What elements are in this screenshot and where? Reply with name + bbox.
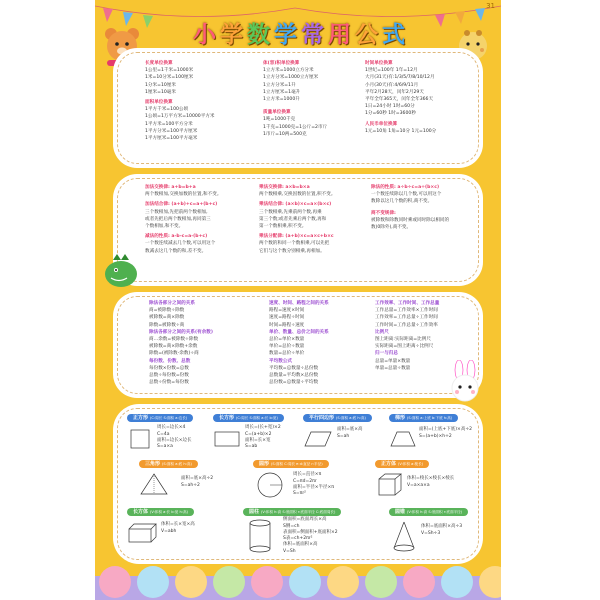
formula-line: 小月(30天)有:4/6/9/11月 — [365, 82, 419, 88]
formula-line: 一个数连续减去几个数,可以用这个 — [145, 241, 216, 247]
parallelogram-card — [303, 414, 385, 440]
formula-line: S=a×a — [157, 444, 173, 450]
formula-line: 1公里=1千米=1000米 — [145, 68, 194, 74]
parts-heading: 除法各部分之间的关系 — [149, 301, 195, 306]
scale-heading: 比例尺 — [375, 329, 389, 335]
formula-line: 面积=(上底+下底)×高÷2 — [419, 427, 472, 433]
average-heading: 平均数公式 — [269, 358, 292, 364]
parallelogram-tag: 平行四边形 (S:面积 a:底 h:高) — [303, 414, 372, 422]
formula-line: 面积=底×高÷2 — [181, 476, 214, 482]
cuboid-tag: 长方体 (V:体积 a:长 b:宽 h:高) — [127, 508, 194, 516]
formula-line: 1立方米=1000升 — [263, 97, 300, 103]
trapezoid-shape-icon — [389, 430, 417, 448]
formula-line: S=ah÷2 — [181, 482, 200, 488]
formula-line: 第一个数相乘,积不变。 — [259, 224, 307, 230]
rabbit-mascot-icon — [443, 360, 487, 406]
formula-line: 总量=单量×数量 — [375, 358, 411, 364]
formula-line: 周长=边长×4 — [157, 425, 186, 431]
formula-line: 1平方千米=100公顷 — [145, 107, 189, 113]
page-number: 31 — [486, 2, 495, 10]
relations-col-mid — [269, 300, 373, 386]
laws-panel — [113, 174, 483, 286]
formula-line: 单量=总量÷数量 — [375, 365, 411, 371]
formula-line: 1立方厘米=1毫升 — [263, 89, 301, 95]
wave-decoration — [95, 560, 501, 600]
units-col-mid — [263, 60, 363, 138]
formula-line: 数减去这几个数的和,差不变。 — [145, 248, 207, 254]
formula-line: 被除数=商×除数+余数 — [149, 344, 198, 350]
laws-col-mid — [259, 184, 367, 255]
volume-heading: 体(容)积单位换算 — [263, 61, 300, 66]
time-heading: 时间单位换算 — [365, 61, 393, 66]
circle-card — [253, 460, 365, 497]
price-heading: 单价、数量、总价之间的关系 — [269, 329, 329, 335]
page-title — [165, 16, 435, 49]
formula-line: 平年全年365天，闰年全年366天 — [365, 97, 434, 103]
formula-line: V=Sh — [283, 548, 296, 554]
parallelogram-shape-icon — [303, 430, 333, 448]
title-char: 小 — [193, 22, 218, 48]
relations-panel — [113, 292, 483, 398]
length-heading: 长度单位换算 — [145, 61, 173, 66]
trapezoid-tag: 梯形 (S:面积 a:上底 b:下底 h:高) — [389, 414, 458, 422]
square-shape-icon — [129, 428, 151, 450]
formula-line: S表=ch+2πr² — [283, 536, 313, 542]
formula-line: 或者先把后两个数相加,再同第三 — [145, 216, 211, 222]
formula-line: 面积=半径×半径×π — [293, 484, 335, 490]
formula-line: 面积=长×宽 — [245, 437, 271, 443]
mul-comm-heading: 乘法交换律: a×b=b×a — [259, 185, 310, 190]
formula-line: 工作总量=工作效率×工作时间 — [375, 308, 438, 314]
formula-line: 1平方厘米=100平方毫米 — [145, 136, 198, 142]
formula-line: 周长=(长+宽)×2 — [245, 425, 281, 431]
formula-line: 表面积=侧面积+底面积×2 — [283, 529, 338, 535]
formula-line: 1厘米=10毫米 — [145, 89, 176, 95]
formula-line: 工作时间=工作总量÷工作效率 — [375, 322, 438, 328]
formula-line: 数除以这几个数的积,商不变。 — [371, 199, 433, 205]
relations-col-left — [149, 300, 253, 386]
rectangle-shape-icon — [213, 430, 241, 448]
poster — [95, 0, 501, 600]
circle-shape-icon — [255, 470, 285, 500]
mul-assoc-heading: 乘法结合律: (a×b)×c=a×(b×c) — [259, 202, 332, 208]
add-comm-heading: 加法交换律: a+b=b+a — [145, 185, 196, 190]
formula-line: 体积=棱长×棱长×棱长 — [407, 476, 455, 482]
cone-card — [389, 508, 477, 537]
formula-line: 1立方分米=1升 — [263, 82, 296, 88]
formula-line: 路程=速度×时间 — [269, 308, 305, 314]
formula-line: V=a×a×a — [407, 482, 430, 488]
formula-line: 总数÷份数=每份数 — [149, 380, 189, 386]
speed-heading: 速度、时间、路程之间的关系 — [269, 301, 329, 306]
formula-line: 单价=总价÷数量 — [269, 344, 305, 350]
formula-line: 面积=底×高 — [337, 427, 363, 433]
formula-line: 每份数×份数=总数 — [149, 365, 189, 371]
formula-line: 平均数=总数量÷总份数 — [269, 365, 319, 371]
formula-line: 体积=长×宽×高 — [161, 522, 195, 528]
cube-tag: 正方体 (V:体积 a:棱长) — [375, 460, 429, 468]
rectangle-card — [213, 414, 299, 450]
cone-tag: 圆锥 (V:体积 h:高 S:底面积 r:底面半径) — [389, 508, 468, 516]
formula-line: 两个数相乘,交换因数的位置,积不变。 — [259, 192, 336, 198]
trapezoid-card — [389, 414, 475, 440]
cuboid-card — [127, 508, 237, 535]
formula-line: 被除数和除数同时乘或同时除以相同的 — [371, 217, 450, 223]
units-col-right — [365, 60, 475, 135]
formula-line: 平年2月28天，闰年2月29天 — [365, 89, 424, 95]
formula-line: 1立方米=1000立方分米 — [263, 68, 314, 74]
formula-line: 第三个数;或者先乘后两个数,再和 — [259, 216, 327, 222]
formula-line: 1市斤=10两=500克 — [263, 131, 307, 137]
cube-card — [375, 460, 475, 489]
formula-line: 1分米=10厘米 — [145, 82, 176, 88]
formula-line: 工作效率=工作总量÷工作时间 — [375, 315, 438, 321]
cylinder-shape-icon — [247, 518, 273, 554]
formula-line: 1平方米=100平方分米 — [145, 121, 193, 127]
formula-line: 速度=路程÷时间 — [269, 315, 305, 321]
formula-line: 周长=直径×π — [293, 472, 322, 478]
area-heading: 面积单位换算 — [145, 100, 173, 106]
formula-line: C=(a+b)×2 — [245, 431, 272, 437]
formula-line: 大月(31天)有:1/3/5/7/8/10/12月 — [365, 75, 435, 81]
formula-line: 1公顷=1万平方米=10000平方米 — [145, 114, 215, 120]
triangle-card — [139, 460, 249, 489]
formula-line: V=Sh÷3 — [421, 530, 441, 536]
sub-prop-heading: 减法的性质: a-b-c=a-(b+c) — [145, 234, 208, 240]
work-heading: 工作效率、工作时间、工作总量 — [375, 301, 440, 306]
circle-tag: 圆形 (S:面积 C:周长 π d:直径 r:半径) — [253, 460, 329, 468]
formula-line: 侧面积=底面周长×高 — [283, 517, 327, 523]
rectangle-tag: 长方形 (C:周长 S:面积 a:长 b:宽) — [213, 414, 284, 422]
formula-line: 三个数相乘,先乘前两个数,再乘 — [259, 209, 322, 215]
units-col-left — [145, 60, 250, 142]
formula-line: 时间=路程÷速度 — [269, 322, 305, 328]
formula-line: 体积=底面积×高 — [283, 542, 318, 548]
formula-line: 它们与这个数分别相乘,再相加。 — [259, 248, 325, 254]
formula-line: 体积=底面积×高÷3 — [421, 524, 463, 530]
formula-line: C=πd=2πr — [293, 478, 317, 484]
laws-col-right — [371, 184, 479, 231]
formula-line: 数(0除外),商不变。 — [371, 225, 412, 231]
formula-line: 数量=总价÷单价 — [269, 351, 305, 357]
units-panel — [113, 48, 483, 168]
square-card — [127, 414, 207, 450]
title-char: 学 — [274, 22, 299, 48]
unit-price-heading: 归一与归总 — [375, 351, 398, 357]
formula-line: C=4a — [157, 431, 170, 437]
formula-line: 三个数相加,先把前两个数相加, — [145, 209, 208, 215]
title-char: 学 — [220, 22, 245, 48]
triangle-shape-icon — [139, 472, 169, 496]
formula-line: 两个数的和同一个数相乘,可以先把 — [259, 241, 330, 247]
formula-line: 1立方分米=1000立方厘米 — [263, 75, 319, 81]
formula-line: V=abh — [161, 528, 177, 534]
formula-line: 1千克=1000克=1公斤=2市斤 — [263, 124, 328, 130]
formula-line: S=(a+b)×h÷2 — [419, 433, 452, 439]
cylinder-tag: 圆柱 (V:体积 h:高 S:底面积 r:底面半径 C:底面周长) — [243, 508, 341, 516]
formula-line: 面积=边长×边长 — [157, 437, 192, 443]
formula-line: 被除数=商×除数 — [149, 315, 185, 321]
formula-line: 总份数=总数量÷平均数 — [269, 380, 319, 386]
formula-line: 1平方分米=100平方厘米 — [145, 128, 198, 134]
mass-heading: 质量单位换算 — [263, 110, 291, 116]
money-heading: 人民币单位换算 — [365, 121, 398, 127]
parts-rem-heading: 除法各部分之间的关系(有余数) — [149, 329, 213, 335]
formula-line: 个数相加,和不变。 — [145, 224, 184, 230]
formula-line: 实际距离=图上距离÷比例尺 — [375, 344, 434, 350]
formula-line: 总价=单价×数量 — [269, 337, 305, 343]
add-assoc-heading: 加法结合律: (a+b)+c=a+(b+c) — [145, 202, 218, 208]
formula-line: S侧=ch — [283, 523, 300, 529]
title-char: 用 — [328, 22, 353, 48]
square-tag: 正方形 (C:周长 S:面积 a:边长) — [127, 414, 193, 422]
div-prop-heading: 除法的性质: a÷b÷c=a÷(b×c) — [371, 185, 440, 190]
cube-shape-icon — [377, 472, 403, 498]
formula-line: 总数÷每份数=份数 — [149, 373, 189, 379]
formula-line: S=ah — [337, 433, 350, 439]
title-char: 式 — [382, 22, 407, 48]
triangle-tag: 三角形 (S:面积 a:底 h:高) — [139, 460, 198, 468]
cone-shape-icon — [391, 520, 417, 554]
dinosaur-mascot-icon — [99, 250, 141, 290]
formula-line: S=πr² — [293, 491, 306, 497]
formula-line: 1米=10分米=100厘米 — [145, 75, 194, 81]
formula-line: 总数量=平均数×总份数 — [269, 373, 319, 379]
quot-rule-heading: 商不变规律: — [371, 210, 396, 216]
formula-line: 1元=10角 1角=10分 1元=100分 — [365, 128, 437, 134]
formula-line: 一个数连续除以几个数,可以用这个 — [371, 192, 442, 198]
formula-line: 商=被除数÷除数 — [149, 308, 185, 314]
title-char: 常 — [301, 22, 326, 48]
cuboid-shape-icon — [127, 522, 157, 544]
formula-line: 除数=被除数÷商 — [149, 322, 185, 328]
formula-line: 图上距离:实际距离=比例尺 — [375, 337, 431, 343]
formula-line: 1分=60秒 1时=3600秒 — [365, 111, 416, 117]
cylinder-card — [243, 508, 383, 555]
formula-line: 1世纪=100年 1年=12月 — [365, 68, 418, 74]
formula-line: 商…余数=被除数÷除数 — [149, 337, 199, 343]
shapes-panel — [113, 404, 483, 564]
parts-whole-heading: 每份数、份数、总数 — [149, 358, 191, 364]
formula-line: 1吨=1000千克 — [263, 117, 296, 123]
formula-line: 两个数相加,交换加数的位置,和不变。 — [145, 192, 222, 198]
title-char: 公 — [355, 22, 380, 48]
title-char: 数 — [247, 22, 272, 48]
formula-line: 1日=24小时 1时=60分 — [365, 104, 415, 110]
formula-line: S=ab — [245, 444, 258, 450]
formula-line: 除数=(被除数-余数)÷商 — [149, 351, 199, 357]
laws-col-left — [145, 184, 253, 255]
mul-dist-heading: 乘法分配律: (a+b)×c=a×c+b×c — [259, 234, 334, 240]
